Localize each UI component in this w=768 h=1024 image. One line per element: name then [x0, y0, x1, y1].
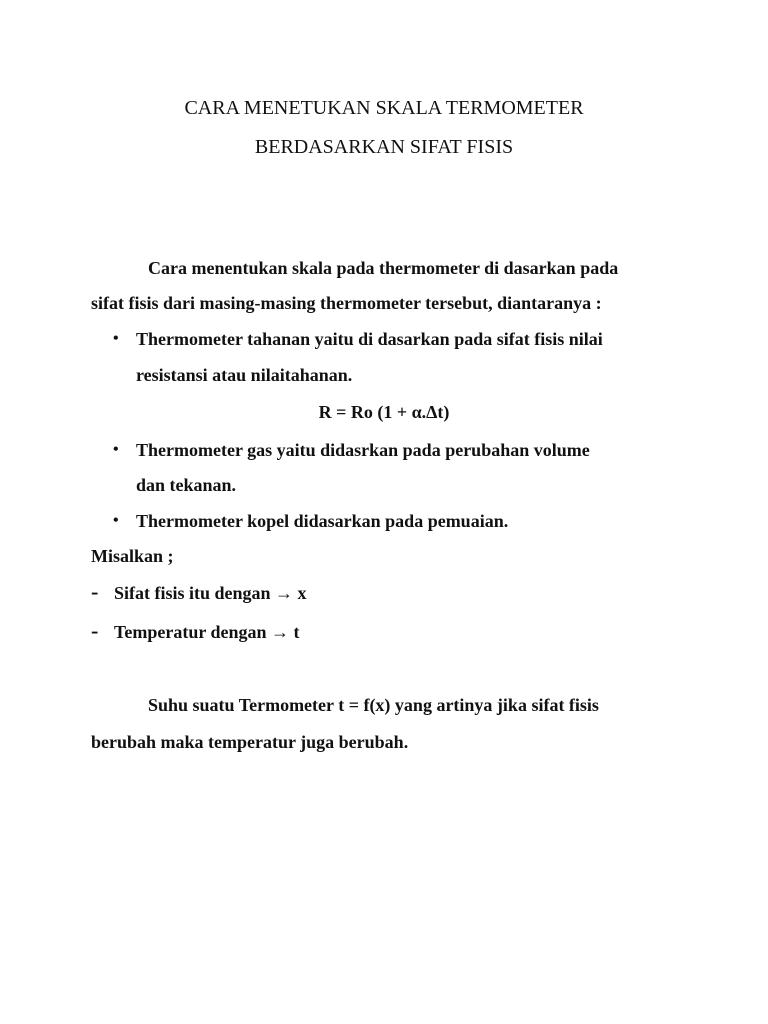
- dash-item-text: Temperatur dengan → t: [114, 622, 300, 642]
- resistance-formula: R = Ro (1 + α.Δt): [318, 402, 450, 422]
- conclusion-paragraph-line-1: Suhu suatu Termometer t = f(x) yang artinya jika sifat fisis: [148, 695, 599, 715]
- bullet-text-line: Thermometer kopel didasarkan pada pemuaian.: [136, 511, 509, 531]
- document-title-line-1: CARA MENETUKAN SKALA TERMOMETER: [184, 97, 584, 119]
- bullet-marker: •: [113, 441, 119, 458]
- conclusion-paragraph-line-2: berubah maka temperatur juga berubah.: [91, 732, 409, 752]
- document-title-line-2: BERDASARKAN SIFAT FISIS: [254, 136, 514, 158]
- bullet-text-line: Thermometer gas yaitu didasrkan pada perubahan volume: [136, 440, 590, 460]
- intro-paragraph-line-2: sifat fisis dari masing-masing thermometer tersebut, diantaranya :: [91, 293, 602, 313]
- bullet-text-line: Thermometer tahanan yaitu di dasarkan pada sifat fisis nilai: [136, 329, 603, 349]
- dash-item-text: Sifat fisis itu dengan → x: [114, 583, 307, 603]
- intro-paragraph-line-1: Cara menentukan skala pada thermometer di dasarkan pada: [148, 258, 619, 278]
- misalkan-label: Misalkan ;: [91, 546, 174, 566]
- bullet-marker: •: [113, 512, 119, 529]
- bullet-marker: •: [113, 330, 119, 347]
- dash-marker: -: [91, 579, 99, 604]
- bullet-text-line: resistansi atau nilaitahanan.: [136, 365, 353, 385]
- bullet-text-line: dan tekanan.: [136, 475, 237, 495]
- dash-marker: -: [91, 618, 99, 643]
